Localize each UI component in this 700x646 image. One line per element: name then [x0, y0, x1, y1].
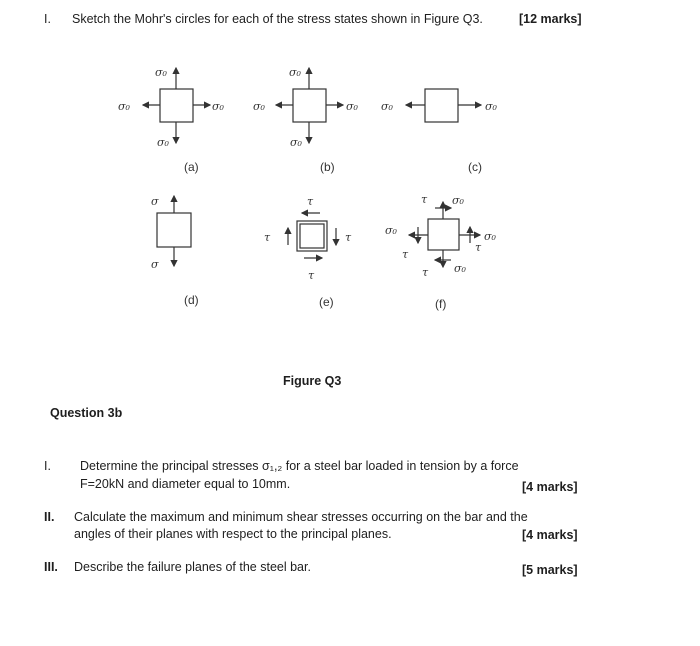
item-1-numeral: I. — [44, 459, 51, 473]
b-sigma-top: σ₀ — [289, 66, 301, 79]
c-sigma-left: σ₀ — [381, 100, 393, 113]
b-sigma-right: σ₀ — [346, 100, 358, 113]
figure-caption: Figure Q3 — [283, 374, 342, 388]
d-sigma-bottom: σ — [151, 258, 159, 271]
panel-label-a: (a) — [184, 160, 199, 174]
panel-label-b: (b) — [320, 160, 335, 174]
e-tau-top: τ — [307, 195, 314, 208]
panel-a-element — [143, 68, 210, 143]
f-sigma-bottom: σ₀ — [454, 262, 466, 275]
item-3-marks: [5 marks] — [522, 563, 578, 577]
panel-b-element — [276, 68, 343, 143]
panel-d-element — [157, 196, 191, 266]
a-sigma-top: σ₀ — [155, 66, 167, 79]
panel-label-f: (f) — [435, 297, 447, 311]
f-tau-right: τ — [475, 241, 482, 254]
e-tau-right: τ — [345, 231, 352, 244]
item-1-marks: [4 marks] — [522, 480, 578, 494]
f-tau-top: τ — [421, 193, 428, 206]
header-numeral: I. — [44, 12, 51, 26]
question-heading: Question 3b — [50, 406, 123, 420]
f-sigma-top: σ₀ — [452, 194, 464, 207]
item-2-numeral: II. — [44, 510, 55, 524]
e-tau-bottom: τ — [308, 269, 315, 282]
f-sigma-left: σ₀ — [385, 224, 397, 237]
a-sigma-bottom: σ₀ — [157, 136, 169, 149]
a-sigma-left: σ₀ — [118, 100, 130, 113]
item-2-marks: [4 marks] — [522, 528, 578, 542]
panel-label-d: (d) — [184, 293, 199, 307]
f-sigma-right: σ₀ — [484, 230, 496, 243]
panel-e-element — [288, 213, 336, 258]
d-sigma-top: σ — [151, 195, 159, 208]
panel-f-element — [409, 202, 480, 267]
item-2-line1: Calculate the maximum and minimum shear stresses occurring on the bar and the — [74, 510, 528, 524]
f-tau-left: τ — [402, 248, 409, 261]
item-3-numeral: III. — [44, 560, 58, 574]
header-text: Sketch the Mohr's circles for each of the stress states shown in Figure Q3. — [72, 12, 483, 26]
item-1-line2: F=20kN and diameter equal to 10mm. — [80, 477, 291, 491]
panel-label-c: (c) — [468, 160, 482, 174]
item-2-line2: angles of their planes with respect to the principal planes. — [74, 527, 392, 541]
panel-label-e: (e) — [319, 295, 334, 309]
b-sigma-bottom: σ₀ — [290, 136, 302, 149]
item-3-line1: Describe the failure planes of the steel bar. — [74, 560, 311, 574]
b-sigma-left: σ₀ — [253, 100, 265, 113]
header-marks: [12 marks] — [519, 12, 582, 26]
c-sigma-right: σ₀ — [485, 100, 497, 113]
f-tau-bottom: τ — [422, 266, 429, 279]
e-tau-left: τ — [264, 231, 271, 244]
panel-c-element — [406, 89, 481, 122]
item-1-line1: Determine the principal stresses σ₁,₂ for a steel bar loaded in tension by a force — [80, 459, 519, 473]
a-sigma-right: σ₀ — [212, 100, 224, 113]
